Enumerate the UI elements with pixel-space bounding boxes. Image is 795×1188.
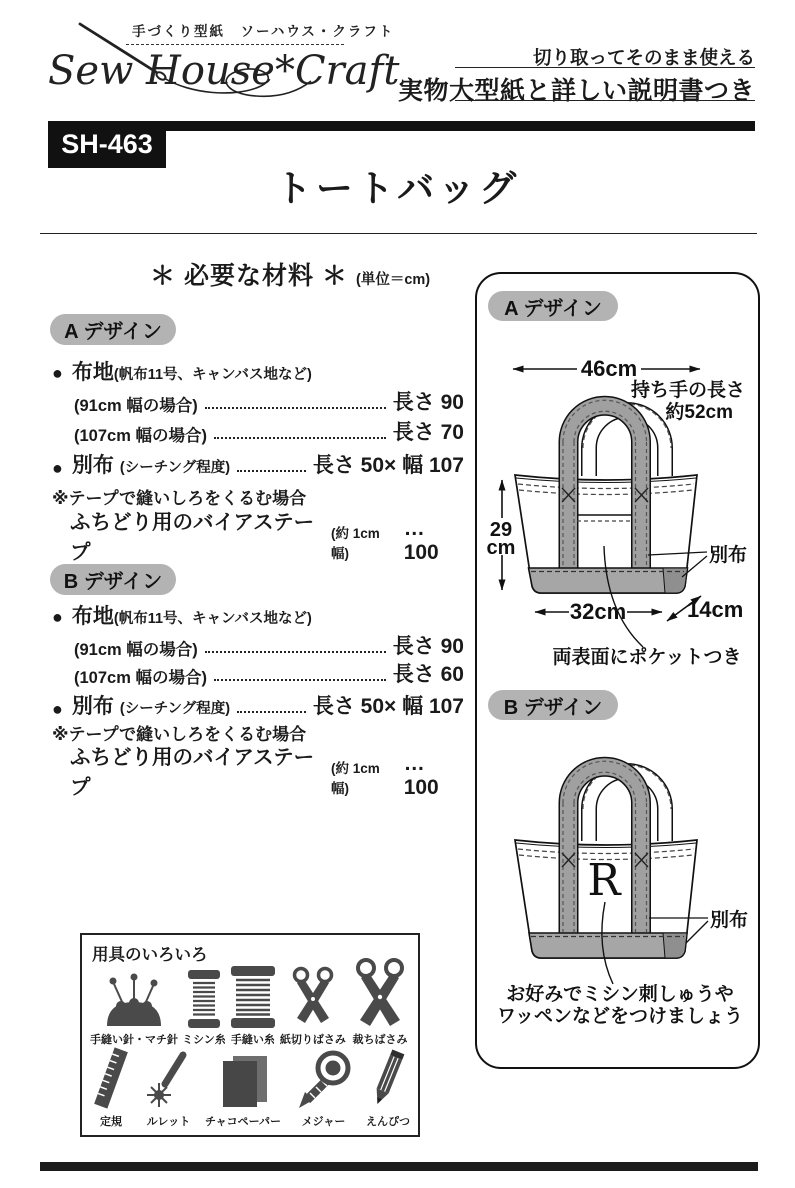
tool-label: 手縫い糸 xyxy=(230,1034,275,1046)
tool-label: 定規 xyxy=(100,1116,122,1128)
materials-heading: ＊ 必要な材料 ＊ xyxy=(150,262,348,290)
tool-tracing-wheel xyxy=(145,1048,191,1129)
tool-paper-scissors xyxy=(280,966,346,1047)
tool-chalk-paper xyxy=(205,1054,281,1129)
bullet-icon: ● xyxy=(52,607,63,627)
lining-note: (シーチング程度) xyxy=(119,460,231,476)
tool-hand-thread xyxy=(230,966,276,1047)
chalk-paper-icon xyxy=(215,1054,271,1110)
tool-pincushion xyxy=(90,970,178,1047)
lining-callout: 別布 xyxy=(710,910,749,931)
brand-logo-text: Sew House*Craft xyxy=(48,48,400,94)
row-label: (107cm 幅の場合) xyxy=(74,427,207,445)
pincushion-icon xyxy=(99,970,169,1028)
design-b-tape-row xyxy=(70,740,464,800)
bottom-edge-bar xyxy=(40,1162,758,1171)
machine-thread-spool-icon xyxy=(186,970,222,1028)
row-label: (91cm 幅の場合) xyxy=(74,397,198,415)
dim-height-unit: cm xyxy=(486,537,516,559)
row-value: 長さ 70 xyxy=(392,421,464,444)
tool-label: 手縫い針・マチ針 xyxy=(90,1034,178,1046)
dim-bottom-width: 32cm xyxy=(569,599,627,624)
tool-fabric-scissors xyxy=(350,958,410,1047)
lining-name: 別布 xyxy=(71,454,114,477)
tape-measure-icon xyxy=(295,1046,353,1110)
tape-name: ふちどり用のバイアステープ xyxy=(70,746,315,799)
bullet-icon: ● xyxy=(52,699,63,719)
panel-design-b-pill: B デザイン xyxy=(488,690,618,720)
dotted-leader xyxy=(237,711,306,713)
item-code-badge: SH-463 xyxy=(48,121,166,168)
design-b-fabric-head xyxy=(52,600,464,630)
design-a-tape-row xyxy=(70,505,464,565)
paper-scissors-icon xyxy=(287,966,339,1028)
tool-label: メジャー xyxy=(301,1116,346,1128)
fabric-note: (帆布11号、キャンバス地など) xyxy=(113,611,312,627)
header-rule-1 xyxy=(455,67,755,68)
tape-name: ふちどり用のバイアステープ xyxy=(70,511,315,564)
fabric-note: (帆布11号、キャンバス地など) xyxy=(113,367,312,383)
tools-heading: 用具のいろいろ xyxy=(92,946,208,964)
tool-pencil xyxy=(366,1048,410,1129)
tool-ruler xyxy=(90,1046,132,1129)
tool-label: えんぴつ xyxy=(366,1116,410,1128)
tools-row-1 xyxy=(90,963,410,1047)
lining-callout: 別布 xyxy=(709,545,748,566)
pocket-note: 両表面にポケットつき xyxy=(552,647,742,668)
row-value: 長さ 90 xyxy=(392,635,464,658)
handle-length-note-2: 約52cm xyxy=(665,402,733,423)
dotted-leader xyxy=(214,437,386,439)
bag-b-diagram xyxy=(477,730,755,1030)
tagline-dashed-rule xyxy=(126,44,344,45)
tape-value: … 100 xyxy=(403,517,439,564)
design-a-label-pill: A デザイン xyxy=(50,314,176,345)
row-label: (91cm 幅の場合) xyxy=(74,641,198,659)
header-note-1: 切り取ってそのまま使える xyxy=(532,47,755,68)
dotted-leader xyxy=(205,651,386,653)
dotted-leader xyxy=(237,470,306,472)
design-b-tape-note: ※テープで縫いしろをくるむ場合 xyxy=(52,725,307,744)
design-a-lining-row xyxy=(52,449,464,479)
bullet-icon: ● xyxy=(52,458,63,478)
design-b-label-pill: B デザイン xyxy=(50,564,176,595)
lining-note: (シーチング程度) xyxy=(119,701,231,717)
row-value: 長さ 60 xyxy=(392,663,464,686)
dim-depth: 14cm xyxy=(687,597,744,622)
panel-design-a-pill: A デザイン xyxy=(488,291,618,321)
unit-note: (単位＝cm) xyxy=(356,272,431,288)
brand-tagline: 手づくり型紙 ソーハウス・クラフト xyxy=(132,24,395,39)
page-title: トートバッグ xyxy=(274,168,521,209)
tool-tape-measure xyxy=(295,1046,353,1129)
dotted-leader xyxy=(205,407,386,409)
design-a-row-91 xyxy=(74,386,464,416)
dim-top-width: 46cm xyxy=(580,356,638,381)
design-a-row-107 xyxy=(74,416,464,446)
bullet-icon: ● xyxy=(52,363,63,383)
tool-label: チャコペーパー xyxy=(204,1116,282,1128)
ruler-icon xyxy=(90,1046,132,1110)
row-value: 長さ 90 xyxy=(392,391,464,414)
bag-b-bottom-band xyxy=(529,933,687,958)
tape-size: (約 1cm 幅) xyxy=(330,526,380,561)
tool-label: ルレット xyxy=(146,1116,191,1128)
dotted-leader xyxy=(214,679,386,681)
tool-machine-thread xyxy=(182,970,226,1047)
design-b-row-91 xyxy=(74,630,464,660)
tracing-wheel-icon xyxy=(145,1048,191,1110)
bag-a-diagram xyxy=(477,350,755,682)
fabric-name: 布地 xyxy=(71,361,114,384)
tape-size: (約 1cm 幅) xyxy=(330,761,380,796)
decoration-note-2: ワッペンなどをつけましょう xyxy=(496,1006,744,1027)
handle-length-note-1: 持ち手の長さ xyxy=(630,380,745,401)
tool-label: 裁ちばさみ xyxy=(352,1034,408,1046)
row-label: (107cm 幅の場合) xyxy=(74,669,207,687)
lining-value: 長さ 50× 幅 107 xyxy=(312,454,464,477)
pencil-icon xyxy=(367,1048,409,1110)
decoration-note-1: お好みでミシン刺しゅうや xyxy=(506,984,734,1005)
tool-label: ミシン糸 xyxy=(182,1034,226,1046)
tool-label: 紙切りばさみ xyxy=(279,1034,346,1046)
tape-value: … 100 xyxy=(403,752,439,799)
tools-box xyxy=(80,933,420,1137)
tools-row-2 xyxy=(90,1049,410,1129)
dim-height-num: 29 xyxy=(489,519,513,541)
lining-name: 別布 xyxy=(71,695,114,718)
header-note-2: 実物大型紙と詳しい説明書つき xyxy=(397,77,755,105)
hand-thread-spool-icon xyxy=(230,966,276,1028)
fabric-scissors-icon xyxy=(350,958,410,1028)
fabric-name: 布地 xyxy=(71,605,114,628)
design-b-row-107 xyxy=(74,658,464,688)
design-a-tape-note: ※テープで縫いしろをくるむ場合 xyxy=(52,489,307,508)
design-a-fabric-head xyxy=(52,356,464,386)
lining-value: 長さ 50× 幅 107 xyxy=(312,695,464,718)
header-rule-2 xyxy=(455,100,755,101)
monogram-letter: R xyxy=(587,855,621,906)
title-rule xyxy=(40,233,757,234)
design-b-lining-row xyxy=(52,690,464,720)
